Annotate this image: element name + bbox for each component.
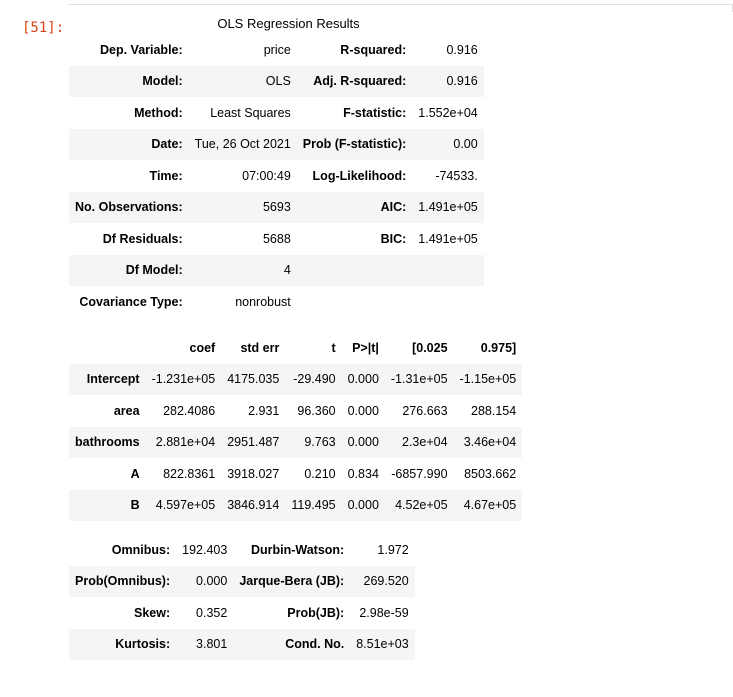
column-header: P>|t| <box>352 340 379 355</box>
coef-value: -6857.990 <box>391 466 448 481</box>
stat-value: 4 <box>283 263 291 278</box>
coef-row <box>69 364 522 396</box>
coef-row <box>69 395 522 427</box>
stat-label: Kurtosis: <box>115 637 171 652</box>
stat-value: 0.916 <box>446 42 478 57</box>
column-header: coef <box>189 340 216 355</box>
coef-value: 4.67e+05 <box>463 498 517 513</box>
stat-value: 192.403 <box>182 542 228 557</box>
stat-value: 0.352 <box>196 605 228 620</box>
column-header: t <box>331 340 336 355</box>
column-header: [0.025 <box>412 340 448 355</box>
stat-label: Model: <box>142 74 183 89</box>
coef-row <box>69 427 522 459</box>
coef-value: 822.8361 <box>163 466 216 481</box>
coef-value: 3918.027 <box>227 466 280 481</box>
diagnostics-row <box>69 597 415 629</box>
summary-row <box>69 34 484 66</box>
coef-value: 96.360 <box>297 403 336 418</box>
coef-value: -29.490 <box>293 372 336 387</box>
stat-value: 8.51e+03 <box>356 637 409 652</box>
coef-value: 2951.487 <box>227 435 280 450</box>
stat-value <box>412 255 483 287</box>
stat-label: Prob(Omnibus): <box>75 574 171 589</box>
summary-row <box>69 286 484 318</box>
stat-value: 1.491e+05 <box>418 200 478 215</box>
stat-value: 0.00 <box>453 137 478 152</box>
stat-label: Covariance Type: <box>79 294 183 309</box>
stat-value: 269.520 <box>363 574 409 589</box>
coef-value: 9.763 <box>304 435 336 450</box>
variable-name: bathrooms <box>75 435 140 450</box>
stat-label: Method: <box>134 105 183 120</box>
summary-row <box>69 129 484 161</box>
coef-value: 3846.914 <box>227 498 280 513</box>
coef-value: 2.881e+04 <box>155 435 216 450</box>
stat-label: Skew: <box>134 605 171 620</box>
stat-value: 07:00:49 <box>242 168 291 183</box>
coef-value: 4.52e+05 <box>395 498 448 513</box>
stat-value: 5693 <box>262 200 291 215</box>
coef-value: 2.931 <box>248 403 280 418</box>
stat-label: Cond. No. <box>285 637 345 652</box>
stat-value: 2.98e-59 <box>359 605 409 620</box>
stat-label: Date: <box>151 137 183 152</box>
coef-value: 288.154 <box>471 403 517 418</box>
summary-row <box>69 97 484 129</box>
stat-value: 1.491e+05 <box>418 231 478 246</box>
stat-value: -74533. <box>435 168 478 183</box>
diagnostics-table <box>69 534 415 660</box>
column-header: 0.975] <box>480 340 517 355</box>
table-caption: OLS Regression Results <box>217 16 360 31</box>
stat-label: Prob(JB): <box>287 605 345 620</box>
stat-label: Df Model: <box>125 263 183 278</box>
stat-label: AIC: <box>380 200 407 215</box>
stat-value <box>412 286 483 318</box>
summary-row <box>69 255 484 287</box>
stat-label: F-statistic: <box>343 105 407 120</box>
stat-label: No. Observations: <box>75 200 183 215</box>
variable-name: A <box>130 466 140 481</box>
coef-value: 119.495 <box>291 498 336 513</box>
coef-value: 0.000 <box>347 403 379 418</box>
coef-value: 8503.662 <box>464 466 517 481</box>
stat-value: 5688 <box>262 231 291 246</box>
coef-value: 4.597e+05 <box>155 498 216 513</box>
summary-row <box>69 223 484 255</box>
coef-row <box>69 458 522 490</box>
coef-value: 0.210 <box>304 466 336 481</box>
variable-name: Intercept <box>86 372 140 387</box>
stat-label: R-squared: <box>340 42 407 57</box>
stat-value: 3.801 <box>196 637 228 652</box>
coef-value: 2.3e+04 <box>402 435 448 450</box>
diagnostics-row <box>69 534 415 566</box>
coef-value: -1.231e+05 <box>151 372 216 387</box>
execution-prompt: [51]: <box>22 20 65 36</box>
stat-value: 0.000 <box>196 574 228 589</box>
stat-label: Prob (F-statistic): <box>302 137 407 152</box>
stat-value: nonrobust <box>235 294 291 309</box>
stat-label: Dep. Variable: <box>99 42 183 57</box>
stat-value: 0.916 <box>446 74 478 89</box>
coef-value: 282.4086 <box>163 403 216 418</box>
stat-value: Least Squares <box>210 105 291 120</box>
coefficient-table <box>69 332 522 521</box>
stat-label: Adj. R-squared: <box>313 74 407 89</box>
stat-value: 1.552e+04 <box>418 105 478 120</box>
coef-value: 3.46e+04 <box>463 435 517 450</box>
stat-label: Durbin-Watson: <box>250 542 345 557</box>
stat-value: 1.972 <box>377 542 409 557</box>
coef-value: 0.000 <box>347 435 379 450</box>
stat-label <box>297 286 412 318</box>
coef-header-row <box>69 332 522 364</box>
coef-value: 4175.035 <box>227 372 280 387</box>
variable-name: B <box>130 498 140 513</box>
variable-name: area <box>113 403 140 418</box>
stat-value: price <box>263 42 291 57</box>
coef-value: 0.834 <box>347 466 379 481</box>
stat-label <box>297 255 412 287</box>
diagnostics-row <box>69 566 415 598</box>
summary-row <box>69 66 484 98</box>
column-header <box>69 332 146 364</box>
summary-table <box>69 34 484 318</box>
stat-value: Tue, 26 Oct 2021 <box>194 137 291 152</box>
stat-label: Omnibus: <box>111 542 171 557</box>
coef-value: -1.31e+05 <box>390 372 448 387</box>
coef-row <box>69 490 522 522</box>
stat-label: Time: <box>149 168 183 183</box>
stat-value: OLS <box>265 74 291 89</box>
diagnostics-row <box>69 629 415 661</box>
summary-row <box>69 160 484 192</box>
stat-label: Log-Likelihood: <box>312 168 407 183</box>
coef-value: -1.15e+05 <box>459 372 517 387</box>
column-header: std err <box>240 340 280 355</box>
summary-row <box>69 192 484 224</box>
coef-value: 276.663 <box>402 403 448 418</box>
stat-label: BIC: <box>380 231 407 246</box>
stat-label: Df Residuals: <box>102 231 183 246</box>
coef-value: 0.000 <box>347 372 379 387</box>
cell-top-border <box>69 4 733 5</box>
coef-value: 0.000 <box>347 498 379 513</box>
stat-label: Jarque-Bera (JB): <box>239 574 345 589</box>
